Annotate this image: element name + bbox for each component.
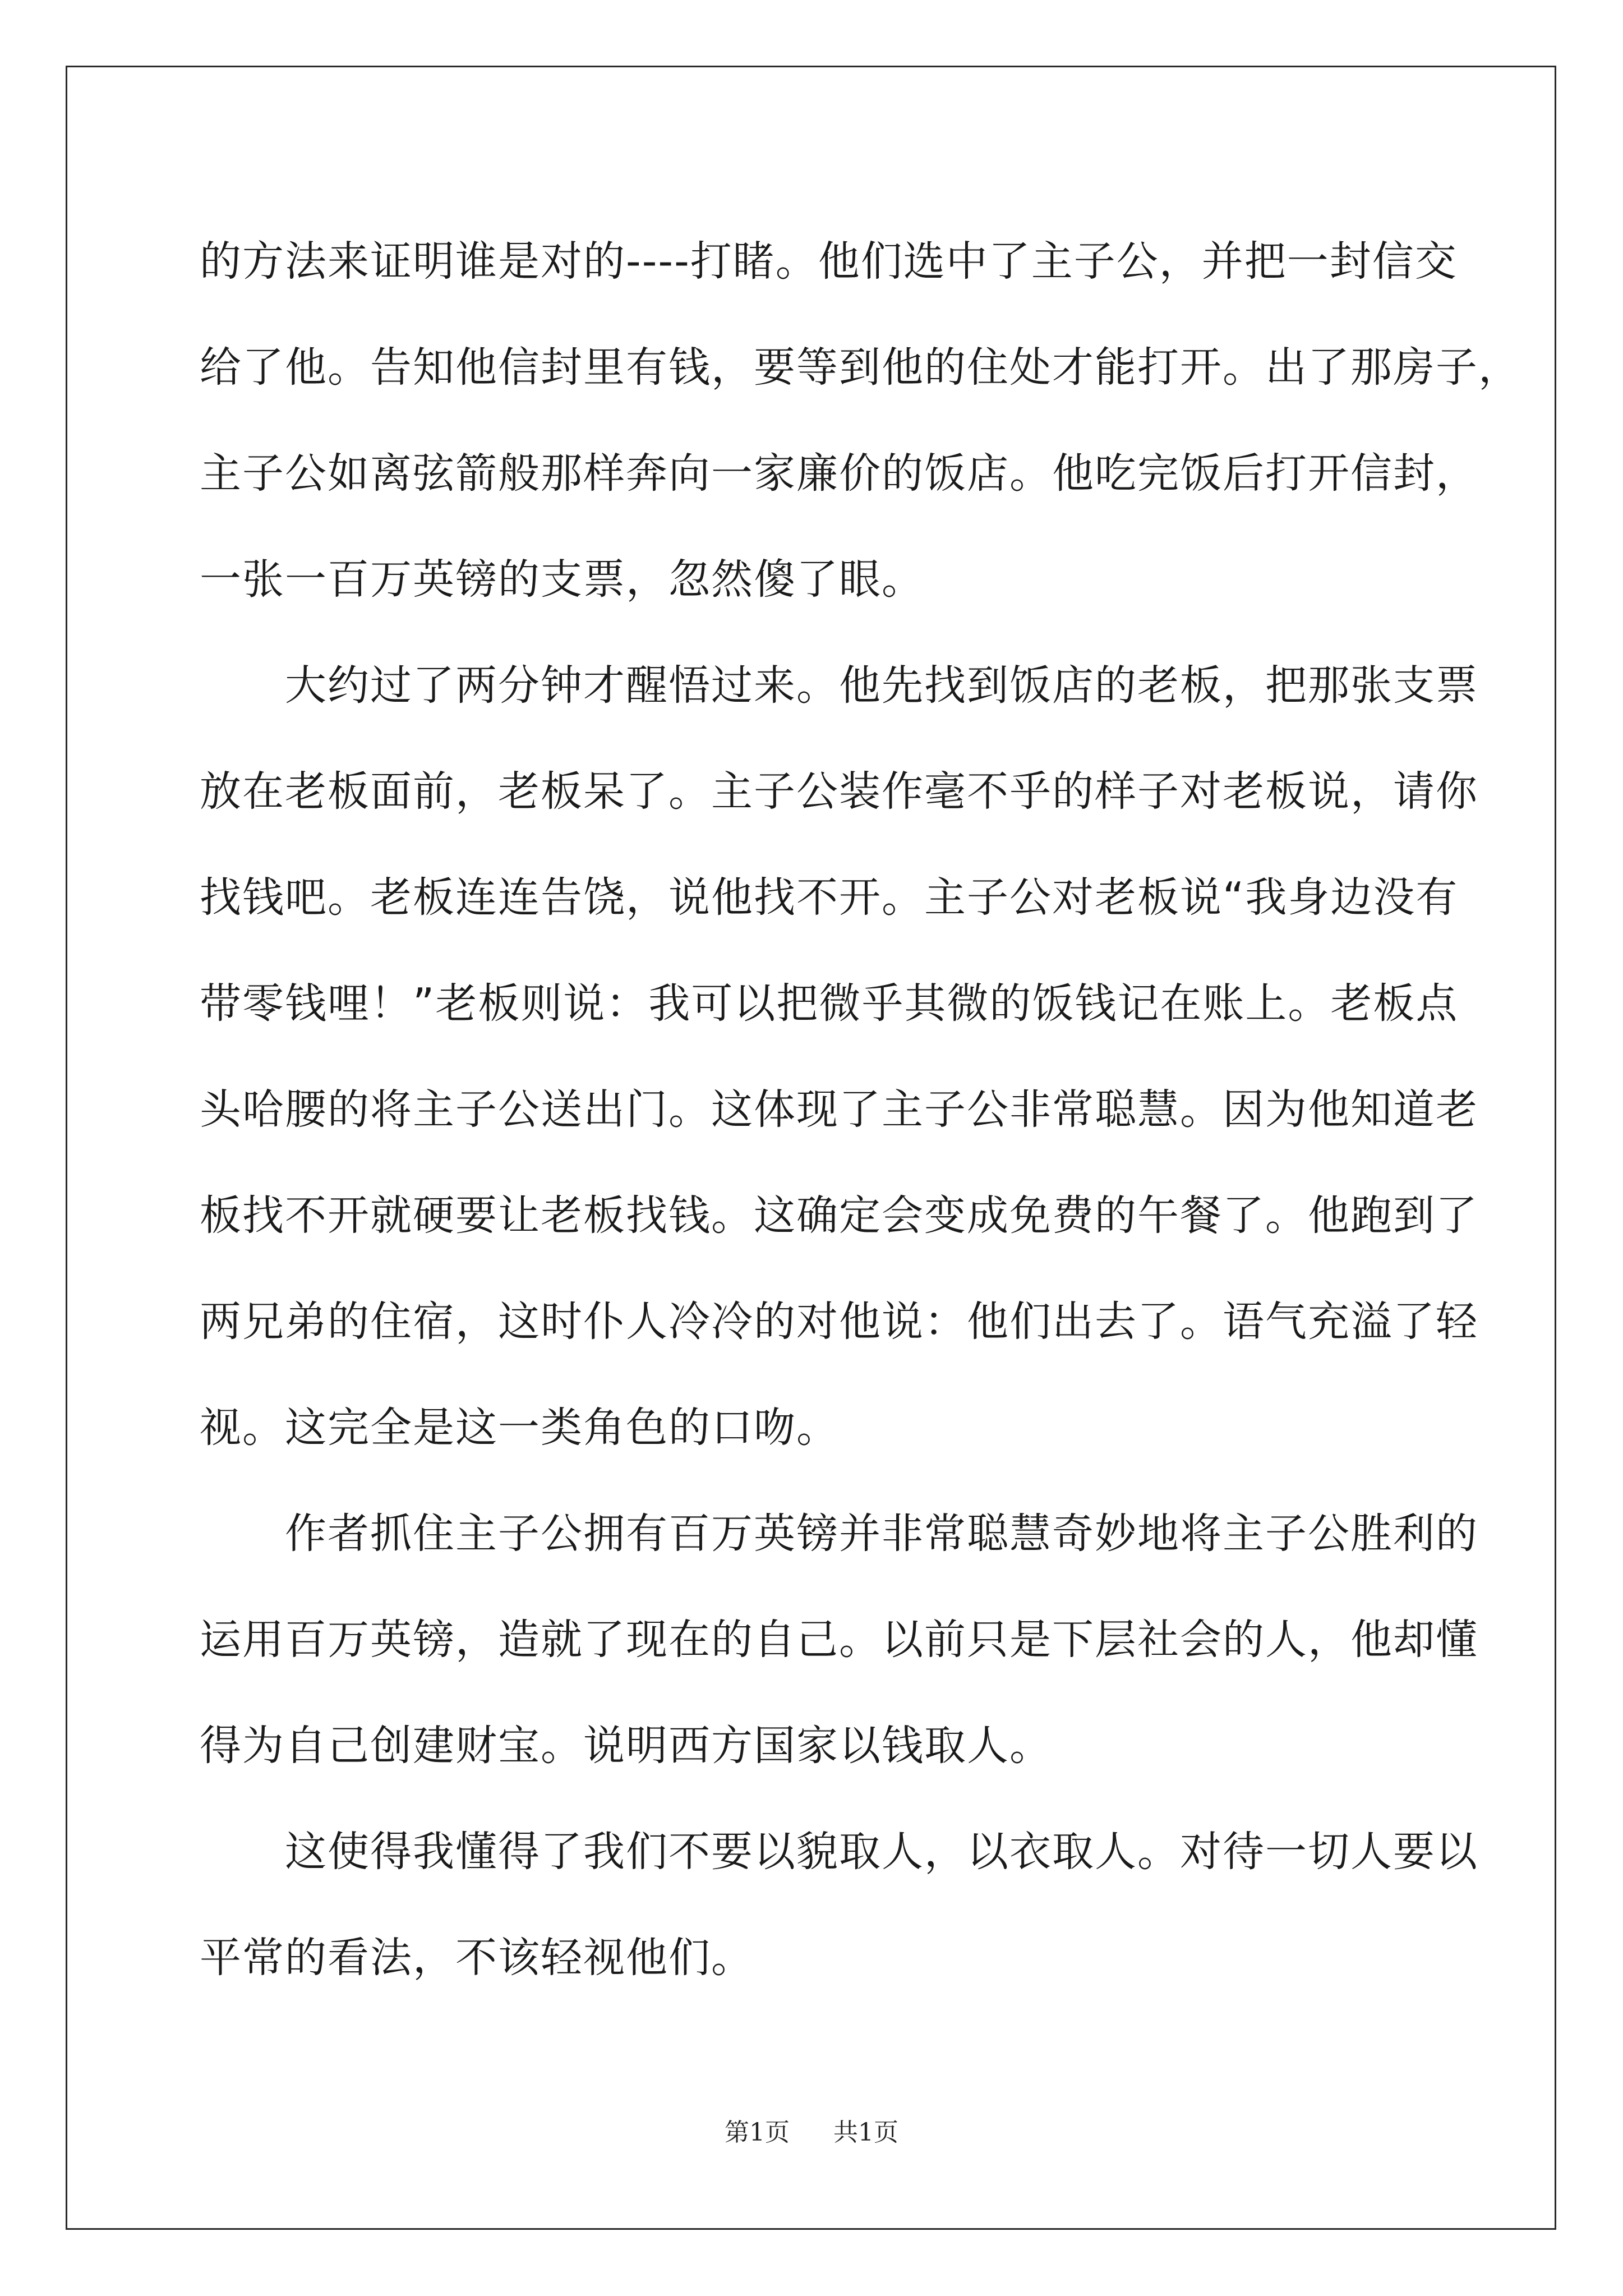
text-line: 视。这完全是这一类角色的口吻。 xyxy=(200,1404,839,1452)
text-line: 给了他。告知他信封里有钱，要等到他的住处才能打开。出了那房子， xyxy=(200,343,1521,392)
text-line: 这使得我懂得了我们不要以貌取人，以衣取人。对待一切人要以 xyxy=(200,1828,1478,1876)
text-line: 大约过了两分钟才醒悟过来。他先找到饭店的老板，把那张支票 xyxy=(200,661,1478,710)
text-line: 得为自己创建财宝。说明西方国家以钱取人。 xyxy=(200,1722,1052,1770)
text-line: 平常的看法，不该轻视他们。 xyxy=(200,1934,754,1982)
page-number: 第1页 xyxy=(725,2118,790,2147)
text-line: 主子公如离弦箭般那样奔向一家廉价的饭店。他吃完饭后打开信封， xyxy=(200,449,1478,498)
text-line: 放在老板面前，老板呆了。主子公装作毫不乎的样子对老板说，请你 xyxy=(200,767,1478,816)
text-line: 的方法来证明谁是对的----打睹。他们选中了主子公，并把一封信交 xyxy=(200,237,1458,286)
text-line: 带零钱哩！”老板则说：我可以把微乎其微的饭钱记在账上。老板点 xyxy=(200,979,1459,1028)
text-line: 一张一百万英镑的支票，忽然傻了眼。 xyxy=(200,555,924,604)
page-total: 共1页 xyxy=(833,2118,898,2147)
document-body xyxy=(200,209,1521,2011)
text-line: 板找不开就硬要让老板找钱。这确定会变成免费的午餐了。他跑到了 xyxy=(200,1191,1478,1240)
text-line: 找钱吧。老板连连告饶，说他找不开。主子公对老板说“我身边没有 xyxy=(200,873,1459,922)
text-line: 作者抓住主子公拥有百万英镑并非常聪慧奇妙地将主子公胜利的 xyxy=(200,1510,1478,1558)
text-line: 两兄弟的住宿，这时仆人冷冷的对他说：他们出去了。语气充溢了轻 xyxy=(200,1297,1478,1346)
page-footer xyxy=(0,2112,1623,2148)
text-line: 运用百万英镑，造就了现在的自己。以前只是下层社会的人，他却懂 xyxy=(200,1616,1478,1664)
text-line: 头哈腰的将主子公送出门。这体现了主子公非常聪慧。因为他知道老 xyxy=(200,1085,1478,1134)
